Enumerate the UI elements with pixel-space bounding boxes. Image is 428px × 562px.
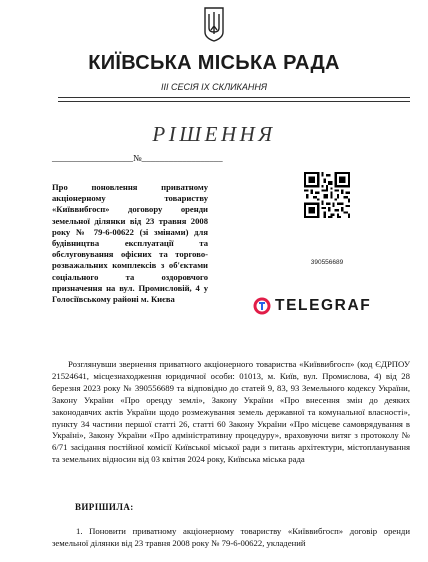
council-name: КИЇВСЬКА МІСЬКА РАДА — [88, 52, 340, 74]
decision-item: 1. Поновити приватному акціонерному товариству «Київвибгосп» договір оренди земельної ділянки від 23 травня 2008 року № 79-6-00622, укладений — [52, 526, 410, 548]
telegraf-logo-icon — [253, 297, 271, 315]
preamble-paragraph: Розглянувши звернення приватного акціонерного товариства «Київвибгосп» (код ЄДРПОУ 21524641, місцезнаходження юридичної особи: 01013, м. Київ, вул. Промислова, 4) від 28 березня 2023 року № 390556689 та відповідно до статей 9, 83, 93 Земельного кодексу України, Закону України «Про оренду землі», Закону України «Про внесення змін до деяких законодавчих актів України щодо розмежування земель державної та комунальної власності», пункту 34 частини першої статті 26, статті 60 Закону України «Про місцеве самоврядування в Україні», Закону України «Про адміністративну процедуру», враховуючи витяг з протоколу № 6/71 засідання постійної комісії Київської міської ради з питань архітектури, містопланування та земельних відносин від 03 квітня 2024 року, Київська міська рада — [52, 359, 410, 465]
document-title: РІШЕННЯ — [152, 122, 276, 146]
session-label: ІІІ СЕСІЯ ІХ СКЛИКАННЯ — [161, 82, 267, 92]
qr-code-number: 390556689 — [310, 259, 344, 266]
header-divider-thin — [58, 101, 410, 102]
document-number-line: __________________№__________________ — [52, 153, 223, 163]
header-divider — [58, 97, 410, 98]
telegraf-watermark: TELEGRAF — [275, 297, 372, 314]
coat-of-arms-trident-icon — [203, 6, 225, 42]
decided-heading: ВИРІШИЛА: — [75, 502, 134, 512]
decision-subject: Про поновлення приватному акціонерному товариству «Київвибгосп» договору оренди земельної ділянки від 23 травня 2008 року № 79-6-00622 (зі змінами) для будівництва експлуатації та обслуговування офісних та торгово-розважальних комплексів з об'єктами соціального та оздоровчого призначення на вул. Промисловій, 4 у Голосіївському районі м. Києва — [52, 182, 208, 305]
qr-code-icon — [304, 172, 350, 218]
